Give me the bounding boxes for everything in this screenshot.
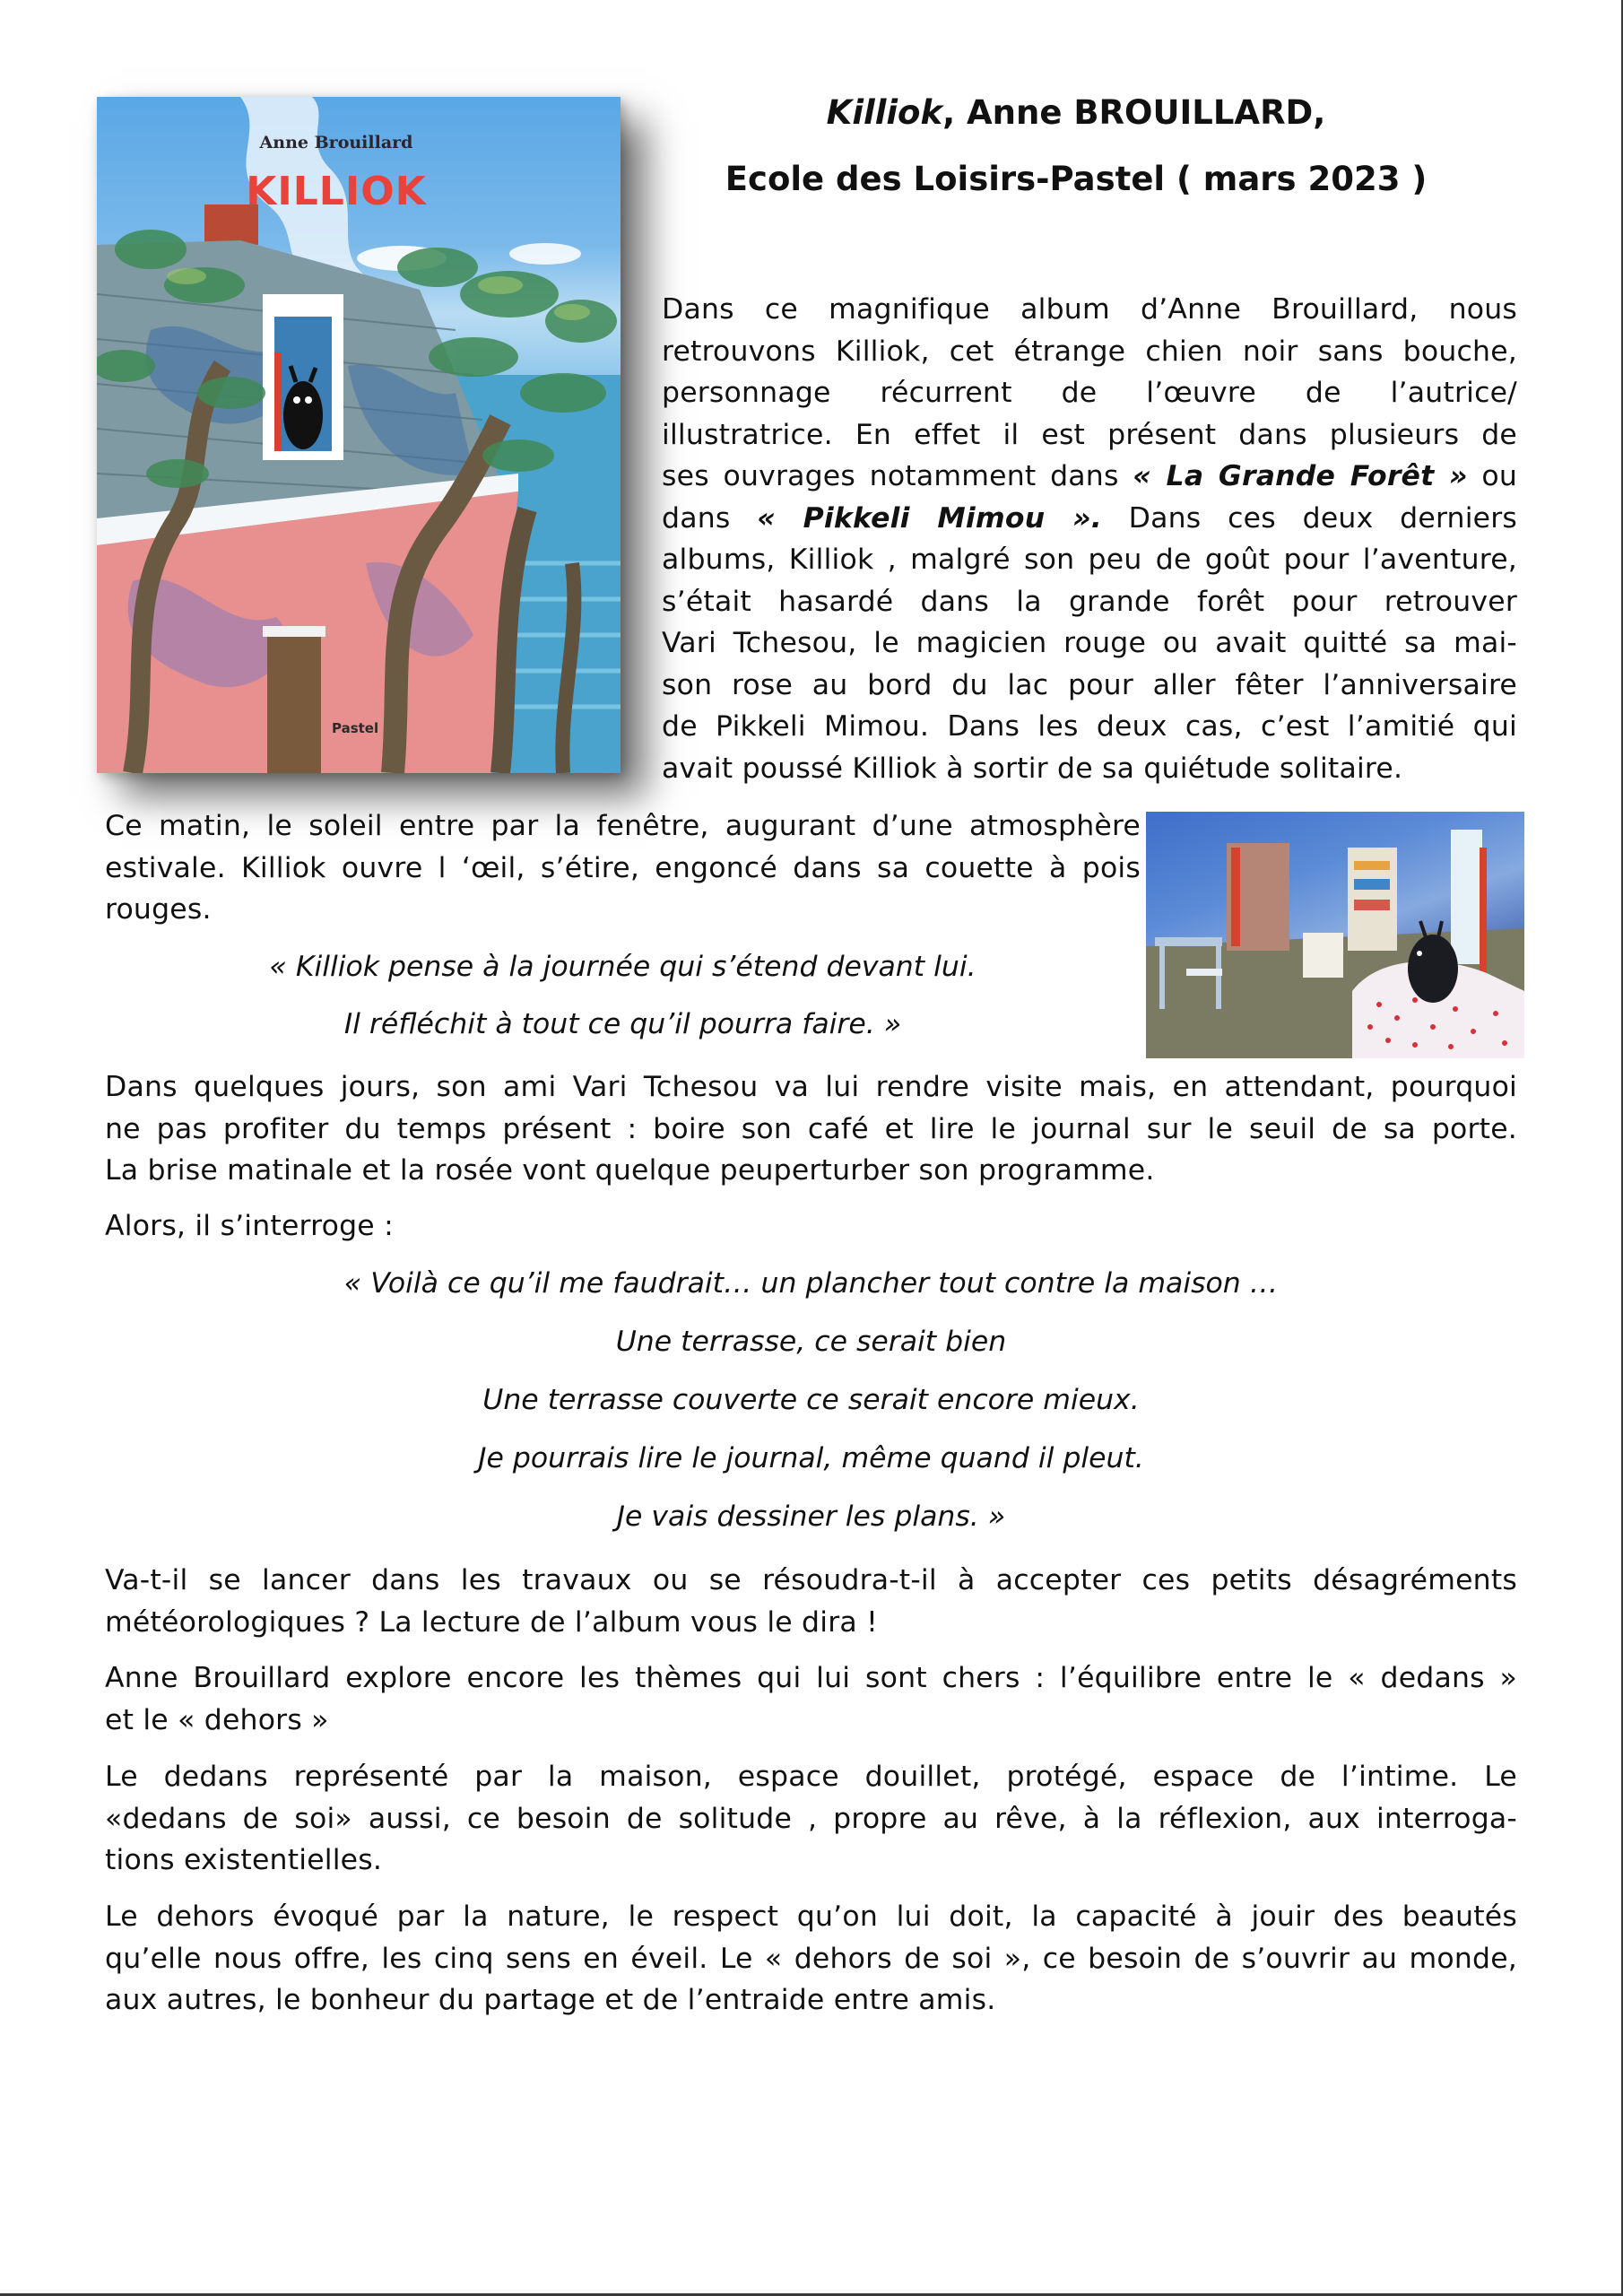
book-cover-image — [97, 97, 621, 773]
text-line: rouges. — [105, 893, 212, 926]
book-reference-la-grande-foret: « La Grande Forêt » — [1133, 460, 1468, 492]
terrace-quote-line: Une terrasse couverte ce serait encore mieux. — [482, 1384, 1140, 1416]
text-line: Alors, il s’interroge : — [105, 1210, 394, 1242]
bedroom-illustration — [1146, 812, 1524, 1058]
text-line: Anne Brouillard explore encore les thèmes qui lui sont chers : l’équilibre entre le « dedans » — [105, 1662, 1517, 1694]
page-title — [628, 93, 1524, 132]
text-line: son rose au bord du lac pour aller fêter l’anniversaire — [662, 668, 1517, 701]
alors-paragraph — [105, 1205, 1517, 1248]
text-line: de Pikkeli Mimou. Dans les deux cas, c’est l’amitié qui — [662, 710, 1517, 743]
text-line: qu’elle nous offre, les cinq sens en éveil. Le « dehors de soi », ce besoin de s’ouvrir au monde, — [105, 1942, 1517, 1975]
text-line: «dedans de soi» aussi, ce besoin de solitude , propre au rêve, à la réflexion, aux interroga- — [105, 1802, 1517, 1835]
page-subtitle: Ecole des Loisirs-Pastel ( mars 2023 ) — [725, 160, 1428, 198]
days-paragraph — [105, 1066, 1517, 1192]
terrace-quote-line: « Voilà ce qu’il me faudrait… un plancher tout contre la maison … — [343, 1267, 1279, 1300]
intro-paragraph — [662, 289, 1517, 789]
text-segment: Dans ces deux derniers — [1101, 501, 1517, 535]
text-line: Dans ce magnifique album d’Anne Brouillard, nous — [662, 293, 1517, 326]
text-line: Le dehors évoqué par la nature, le respect qu’on lui doit, la capacité à jouir des beautés — [105, 1900, 1517, 1933]
text-line — [662, 456, 1517, 498]
quote-line: Il réfléchit à tout ce qu’il pourra faire. » — [343, 1008, 902, 1040]
text-line: avait poussé Killiok à sortir de sa quiétude solitaire. — [662, 752, 1403, 785]
text-line: aux autres, le bonheur du partage et de l’entraide entre amis. — [105, 1984, 996, 2016]
question-paragraph — [105, 1560, 1517, 1643]
cover-author: Anne Brouillard — [259, 133, 413, 152]
morning-paragraph — [105, 805, 1141, 931]
text-segment: dans — [662, 501, 758, 535]
book-reference-pikkeli-mimou: « Pikkeli Mimou ». — [757, 501, 1102, 535]
title-book-name: Killiok — [826, 93, 943, 132]
text-line: Le dedans représenté par la maison, espace douillet, protégé, espace de l’intime. Le — [105, 1761, 1517, 1793]
text-line — [662, 498, 1517, 540]
text-segment: ou — [1467, 460, 1517, 492]
text-line: estivale. Killiok ouvre l ‘œil, s’étire, engoncé dans sa couette à pois — [105, 851, 1141, 884]
bedroom-illustration-art — [1146, 812, 1524, 1058]
text-line: albums, Killiok , malgré son peu de goût pour l’aventure, — [662, 544, 1517, 576]
quote-line: « Killiok pense à la journée qui s’étend devant lui. — [269, 951, 976, 983]
text-line: Dans quelques jours, son ami Vari Tchesou va lui rendre visite mais, en attendant, pourquoi — [105, 1071, 1517, 1103]
text-segment: ses ouvrages notamment dans — [662, 460, 1133, 492]
terrace-quote-line: Je pourrais lire le journal, même quand il pleut. — [478, 1442, 1144, 1474]
text-line: illustratrice. En effet il est présent dans plusieurs de — [662, 418, 1517, 451]
text-line: Va-t-il se lancer dans les travaux ou se résoudra-t-il à accepter ces petits désagréments — [105, 1564, 1517, 1596]
cover-publisher: Pastel — [332, 720, 379, 736]
text-line: Vari Tchesou, le magicien rouge ou avait quitté sa mai- — [662, 627, 1517, 659]
text-line: ne pas profiter du temps présent : boire son café et lire le journal sur le seuil de sa porte. — [105, 1112, 1517, 1145]
text-line: météorologiques ? La lecture de l’album vous le dira ! — [105, 1605, 878, 1639]
dehors-paragraph — [105, 1896, 1517, 2022]
text-line: personnage récurrent de l’œuvre de l’autrice/ — [662, 377, 1517, 409]
terrace-quote-line: Je vais dessiner les plans. » — [616, 1500, 1006, 1533]
text-line: tions existentielles. — [105, 1844, 383, 1876]
themes-paragraph — [105, 1657, 1517, 1741]
text-line: Ce matin, le soleil entre par la fenêtre, augurant d’une atmosphère — [105, 810, 1141, 842]
cover-title: KILLIOK — [246, 169, 427, 214]
text-line: La brise matinale et la rosée vont quelque peuperturber son programme. — [105, 1154, 1155, 1187]
title-author: , Anne BROUILLARD, — [942, 93, 1326, 132]
text-line: retrouvons Killiok, cet étrange chien noir sans bouche, — [662, 335, 1517, 368]
text-line: s’était hasardé dans la grande forêt pour retrouver — [662, 585, 1517, 618]
text-line: et le « dehors » — [105, 1703, 329, 1736]
terrace-quote-line: Une terrasse, ce serait bien — [615, 1326, 1007, 1358]
dedans-paragraph — [105, 1756, 1517, 1882]
